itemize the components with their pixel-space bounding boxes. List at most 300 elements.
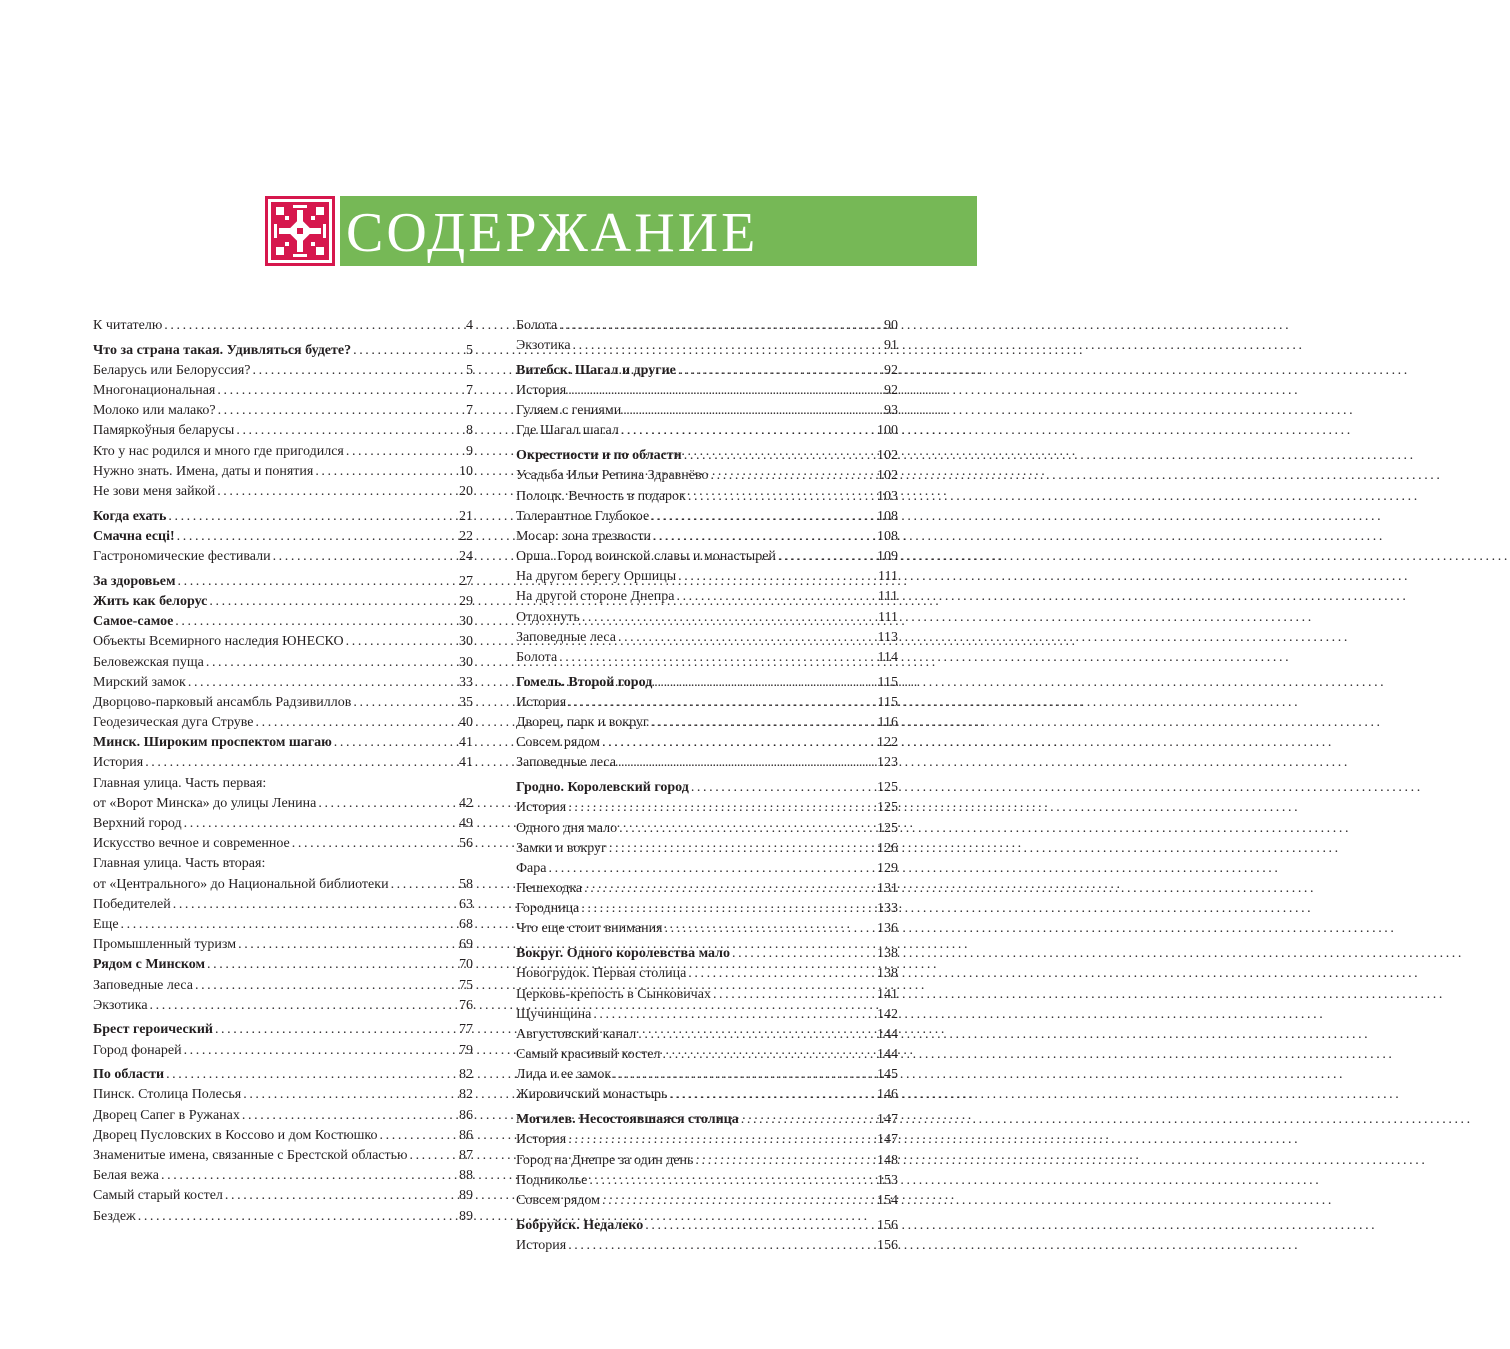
toc-page-number: 123 — [877, 755, 898, 771]
toc-page-number: 22 — [459, 528, 473, 544]
toc-entry-title: Болота — [516, 318, 558, 333]
toc-entry[interactable] — [516, 567, 898, 587]
toc-page-number: 70 — [459, 957, 473, 973]
toc-section-entry[interactable] — [93, 1065, 473, 1085]
dot-leader — [273, 547, 457, 567]
toc-entry-title: На другом берегу Оршицы — [516, 569, 677, 585]
toc-entry[interactable] — [516, 466, 898, 486]
toc-section-entry[interactable] — [93, 507, 473, 527]
toc-page-number: 138 — [877, 946, 898, 962]
toc-section-entry[interactable] — [516, 778, 898, 798]
toc-page-number: 4 — [466, 318, 473, 333]
toc-page-number: 30 — [459, 614, 473, 630]
dot-leader — [175, 612, 457, 632]
toc-page-number: 42 — [459, 795, 473, 811]
toc-page-number: 141 — [877, 986, 898, 1002]
toc-page-number: 129 — [877, 860, 898, 876]
dot-leader — [218, 401, 464, 421]
toc-entry[interactable] — [93, 1207, 473, 1227]
toc-page-number: 144 — [877, 1026, 898, 1042]
toc-page-number: 20 — [459, 484, 473, 499]
dot-leader — [676, 587, 876, 607]
toc-entry-title: Что еще стоит внимания — [516, 921, 663, 937]
toc-entry-title: Заповедные леса — [516, 629, 616, 645]
toc-entry[interactable] — [93, 814, 473, 834]
dot-leader — [173, 895, 457, 915]
toc-entry[interactable] — [93, 794, 473, 814]
dot-leader — [568, 1130, 875, 1150]
toc-page-number: 41 — [459, 735, 473, 751]
dot-leader — [678, 567, 876, 587]
toc-page-number: 125 — [877, 780, 898, 796]
toc-entry[interactable] — [516, 1085, 898, 1105]
toc-entry[interactable] — [516, 1045, 898, 1065]
dot-leader — [177, 527, 457, 547]
dot-leader — [688, 964, 875, 984]
toc-entry[interactable] — [93, 996, 473, 1016]
toc-entry-title: История — [516, 800, 567, 816]
dot-leader — [568, 381, 882, 401]
dot-leader — [568, 1236, 875, 1256]
toc-entry[interactable] — [516, 547, 898, 567]
toc-page-number: 92 — [884, 383, 898, 399]
toc-entry[interactable] — [516, 879, 898, 899]
toc-page-number: 69 — [459, 937, 473, 953]
toc-entry[interactable] — [516, 381, 898, 401]
toc-section-entry[interactable] — [93, 955, 473, 975]
toc-subheading: Главная улица. Часть первая: — [93, 775, 267, 791]
toc-page-number: 115 — [877, 694, 898, 710]
toc-entry-title: История — [93, 755, 144, 771]
toc-entry-title: Геодезическая дуга Струве — [93, 715, 254, 731]
dot-leader — [178, 572, 458, 592]
dot-leader — [164, 316, 464, 336]
toc-entry-title: Смачна есці! — [93, 528, 175, 544]
toc-entry[interactable] — [516, 919, 898, 939]
toc-entry-title: от «Центрального» до Национальной библиотеки — [93, 876, 389, 892]
toc-page-number: 136 — [877, 921, 898, 937]
toc-entry-title: Белая вежа — [93, 1168, 160, 1184]
toc-entry[interactable] — [516, 1151, 898, 1171]
toc-entry-title: Щучинщина — [516, 1006, 592, 1022]
toc-section-entry[interactable] — [516, 944, 898, 964]
toc-entry-title: Замки и вокруг — [516, 840, 607, 856]
toc-entry[interactable] — [516, 487, 898, 507]
toc-entry[interactable] — [93, 1106, 473, 1126]
toc-page-number: 86 — [459, 1107, 473, 1123]
toc-entry-title: Могилев. Несостоявшаяся столица — [516, 1112, 739, 1128]
toc-entry-title: Не зови меня зайкой — [93, 484, 216, 499]
toc-entry[interactable] — [93, 462, 473, 482]
toc-entry[interactable] — [516, 733, 898, 753]
dot-leader — [618, 628, 876, 648]
toc-entry-title: Что за страна такая. Удивляться будете? — [93, 342, 352, 358]
dot-leader — [409, 1146, 457, 1166]
dot-leader — [207, 955, 457, 975]
dot-leader — [582, 608, 876, 628]
toc-page-number: 153 — [877, 1172, 898, 1188]
toc-entry-title: Гуляем с гениями — [516, 403, 622, 419]
toc-entry[interactable] — [93, 653, 473, 673]
toc-entry[interactable] — [93, 1146, 473, 1166]
toc-page-number: 24 — [459, 549, 473, 565]
toc-entry-title: Многонациональная — [93, 383, 216, 399]
toc-entry[interactable] — [93, 935, 473, 955]
toc-entry[interactable] — [516, 1005, 898, 1025]
toc-page-number: 41 — [459, 755, 473, 771]
toc-page-number: 115 — [877, 674, 898, 690]
dot-leader — [678, 361, 882, 381]
toc-entry-title: По области — [93, 1067, 165, 1083]
dot-leader — [150, 996, 457, 1016]
toc-entry[interactable] — [516, 798, 898, 818]
toc-page-number: 9 — [466, 443, 473, 459]
dot-leader — [584, 879, 875, 899]
toc-section-entry[interactable] — [93, 527, 473, 547]
toc-entry[interactable] — [516, 1065, 898, 1085]
dot-leader — [209, 592, 457, 612]
dot-leader — [573, 336, 882, 356]
toc-page-number: 156 — [877, 1217, 898, 1233]
toc-page-number: 7 — [466, 383, 473, 399]
toc-entry-title: За здоровьем — [93, 573, 176, 589]
toc-entry-title: Совсем рядом — [516, 1192, 600, 1208]
toc-entry-title: Гомель. Второй город — [516, 674, 653, 690]
dot-leader — [663, 1045, 875, 1065]
toc-entry[interactable] — [93, 1126, 473, 1146]
toc-section-entry[interactable] — [516, 1216, 898, 1236]
dot-leader — [609, 839, 875, 859]
toc-entry[interactable] — [93, 401, 473, 421]
toc-entry[interactable] — [516, 839, 898, 859]
dot-leader — [593, 1005, 875, 1025]
toc-entry[interactable] — [516, 819, 898, 839]
dot-leader — [549, 859, 876, 879]
toc-entry-title: Витебск. Шагал и другие — [516, 362, 676, 378]
toc-entry[interactable] — [516, 648, 898, 668]
dot-leader — [778, 547, 875, 567]
dot-leader — [236, 421, 464, 441]
dot-leader — [217, 381, 464, 401]
toc-entry[interactable] — [93, 316, 473, 336]
toc-page-number: 56 — [459, 836, 473, 852]
dot-leader — [353, 341, 464, 361]
toc-entry-title: Совсем рядом — [516, 735, 600, 751]
dot-leader — [621, 421, 875, 441]
toc-entry[interactable] — [516, 587, 898, 607]
toc-entry[interactable] — [93, 713, 473, 733]
toc-entry[interactable] — [93, 915, 473, 935]
dot-leader — [145, 753, 457, 773]
toc-page-number: 87 — [459, 1148, 473, 1163]
dot-leader — [653, 527, 875, 547]
toc-entry[interactable] — [93, 421, 473, 441]
toc-page-number: 108 — [877, 508, 898, 524]
toc-entry-title: Беловежская пуща — [93, 654, 204, 670]
toc-entry-title: К читателю — [93, 318, 163, 333]
dot-leader — [613, 1065, 875, 1085]
dot-leader — [651, 713, 876, 733]
toc-entry[interactable] — [516, 753, 898, 773]
toc-entry-title: Город фонарей — [93, 1042, 182, 1058]
dot-leader — [184, 1041, 457, 1061]
toc-entry-title: Пешеходка — [516, 881, 583, 897]
toc-page-number: 147 — [877, 1132, 898, 1148]
toc-entry-title: Отдохнуть — [516, 609, 580, 625]
toc-page-number: 122 — [877, 735, 898, 751]
toc-page-number: 100 — [877, 423, 898, 439]
toc-entry-title: Орша. Город воинской славы и монастырей — [516, 549, 776, 565]
dot-leader — [695, 1151, 875, 1171]
toc-entry[interactable] — [93, 875, 473, 895]
toc-page-number: 68 — [459, 916, 473, 932]
dot-leader — [315, 462, 457, 482]
toc-entry[interactable] — [516, 421, 898, 441]
dot-leader — [217, 482, 457, 502]
toc-entry-title: Заповедные леса — [516, 755, 616, 771]
toc-entry[interactable] — [516, 1171, 898, 1191]
toc-entry-title: История — [516, 1132, 567, 1148]
toc-page-number: 144 — [877, 1047, 898, 1063]
toc-entry-title: История — [516, 694, 567, 710]
toc-entry-title: Бездеж — [93, 1208, 136, 1224]
toc-section-entry[interactable] — [516, 673, 898, 693]
toc-page-number: 86 — [459, 1127, 473, 1143]
toc-page-number: 5 — [466, 362, 473, 378]
toc-entry-title: Одного дня мало — [516, 820, 618, 836]
toc-entry-title: Экзотика — [93, 997, 148, 1013]
toc-page-number: 30 — [459, 634, 473, 650]
toc-entry[interactable] — [93, 753, 473, 773]
toc-entry[interactable] — [93, 1186, 473, 1206]
page-title: СОДЕРЖАНИЕ — [346, 202, 759, 264]
dot-leader — [669, 1085, 875, 1105]
toc-entry[interactable] — [93, 693, 473, 713]
dot-leader — [654, 673, 875, 693]
toc-entry[interactable] — [516, 608, 898, 628]
toc-entry[interactable] — [93, 547, 473, 567]
dot-leader — [161, 1166, 457, 1186]
dot-leader — [581, 899, 875, 919]
toc-page-number: 92 — [884, 362, 898, 378]
dot-leader — [225, 1186, 457, 1206]
dot-leader — [623, 401, 882, 421]
toc-entry-title: Искусство вечное и современное — [93, 836, 290, 852]
toc-entry[interactable] — [516, 985, 898, 1005]
toc-entry[interactable] — [516, 527, 898, 547]
toc-entry-title: Беларусь или Белоруссия? — [93, 362, 251, 378]
toc-page-number: 88 — [459, 1168, 473, 1184]
toc-page-number: 77 — [459, 1022, 473, 1038]
toc-entry[interactable] — [516, 628, 898, 648]
toc-entry-title: Новогрудок. Первая столица — [516, 966, 687, 982]
toc-entry[interactable] — [93, 673, 473, 693]
toc-page-number: 113 — [877, 629, 898, 645]
toc-section-entry[interactable] — [516, 1110, 898, 1130]
toc-page-number: 102 — [877, 448, 898, 464]
toc-page-number: 126 — [877, 840, 898, 856]
toc-entry[interactable] — [93, 482, 473, 502]
toc-entry-title: Рядом с Минском — [93, 957, 206, 973]
toc-entry[interactable] — [93, 381, 473, 401]
toc-entry-title: Подниколье — [516, 1172, 588, 1188]
dot-leader — [602, 733, 875, 753]
toc-section-entry[interactable] — [516, 361, 898, 381]
toc-section-entry[interactable] — [93, 341, 473, 361]
toc-page-number: 91 — [884, 338, 898, 354]
toc-entry-title: Самое-самое — [93, 614, 174, 630]
toc-entry-title: Кто у нас родился и много где пригодился — [93, 443, 344, 459]
toc-entry[interactable] — [93, 895, 473, 915]
toc-entry-title: Толерантное Глубокое — [516, 508, 650, 524]
dot-leader — [138, 1207, 457, 1227]
toc-entry-title: Еще — [93, 916, 119, 932]
toc-page-number: 148 — [877, 1152, 898, 1168]
toc-entry-title: На другой стороне Днепра — [516, 589, 675, 605]
toc-entry[interactable] — [516, 859, 898, 879]
toc-page-number: 75 — [459, 977, 473, 993]
toc-entry[interactable] — [516, 316, 898, 336]
toc-entry[interactable] — [93, 976, 473, 996]
toc-entry[interactable] — [93, 1041, 473, 1061]
toc-page-number: 10 — [459, 463, 473, 479]
toc-entry[interactable] — [516, 1236, 898, 1256]
toc-entry[interactable] — [93, 1085, 473, 1105]
toc-entry-title: Лида и ее замок — [516, 1067, 612, 1083]
toc-page-number: 40 — [459, 715, 473, 731]
toc-entry[interactable] — [93, 1166, 473, 1186]
dot-leader — [184, 814, 457, 834]
dot-leader — [559, 648, 875, 668]
toc-entry-title: Дворец, парк и вокруг — [516, 715, 649, 731]
toc-section-entry[interactable] — [93, 572, 473, 592]
toc-entry-title: Фара — [516, 860, 547, 876]
toc-entry-title: Жировичский монастырь — [516, 1087, 668, 1103]
dot-leader — [188, 673, 457, 693]
dot-leader — [568, 693, 875, 713]
toc-entry[interactable] — [516, 713, 898, 733]
dot-leader — [619, 819, 875, 839]
toc-entry-title: Церковь-крепость в Сынковичах — [516, 986, 711, 1002]
dot-leader — [215, 1020, 457, 1040]
toc-entry-title: Гродно. Королевский город — [516, 780, 689, 796]
toc-page-number: 133 — [877, 901, 898, 917]
toc-entry[interactable] — [516, 336, 898, 356]
toc-entry[interactable] — [516, 899, 898, 919]
toc-entry[interactable] — [516, 507, 898, 527]
toc-section-entry[interactable] — [93, 592, 473, 612]
belarusian-ornament-icon — [265, 196, 335, 266]
toc-entry-title: Памяркоўныя беларусы — [93, 423, 235, 439]
toc-page-number: 30 — [459, 654, 473, 670]
dot-leader — [256, 713, 457, 733]
toc-entry-title: Нужно знать. Имена, даты и понятия — [93, 463, 314, 479]
toc-entry-title: Гастрономические фестивали — [93, 549, 271, 565]
toc-page-number: 82 — [459, 1067, 473, 1083]
page-header — [265, 196, 977, 266]
toc-page-number: 116 — [877, 715, 898, 731]
toc-page-number: 27 — [459, 573, 473, 589]
toc-page-number: 145 — [877, 1067, 898, 1083]
toc-entry-title: Знаменитые имена, связанные с Брестской областью — [93, 1148, 408, 1163]
dot-leader — [166, 1065, 457, 1085]
toc-entry-title: История — [516, 1237, 567, 1253]
toc-entry-title: Дворцово-парковый ансамбль Радзивиллов — [93, 694, 352, 710]
toc-entry[interactable] — [516, 964, 898, 984]
dot-leader — [651, 507, 875, 527]
toc-section-entry[interactable] — [516, 446, 898, 466]
toc-page-number: 109 — [877, 549, 898, 565]
toc-page-number: 125 — [877, 820, 898, 836]
toc-page-number: 156 — [877, 1237, 898, 1253]
toc-page-number: 114 — [877, 650, 898, 665]
toc-entry-title: Когда ехать — [93, 508, 167, 524]
dot-leader — [121, 915, 457, 935]
toc-section-entry[interactable] — [93, 1020, 473, 1040]
toc-page-number: 89 — [459, 1188, 473, 1204]
dot-leader — [391, 875, 457, 895]
toc-entry[interactable] — [516, 401, 898, 421]
dot-leader — [238, 935, 457, 955]
toc-entry-title: Городница — [516, 901, 580, 917]
toc-page-number: 5 — [466, 342, 473, 358]
toc-entry[interactable] — [93, 834, 473, 854]
toc-column-right — [516, 316, 898, 1256]
dot-leader — [638, 1025, 875, 1045]
toc-entry[interactable] — [516, 693, 898, 713]
dot-leader — [713, 985, 875, 1005]
dot-leader — [665, 919, 876, 939]
toc-entry-title: от «Ворот Минска» до улицы Ленина — [93, 795, 317, 811]
toc-page-number: 147 — [877, 1112, 898, 1128]
dot-leader — [684, 446, 875, 466]
toc-section-entry[interactable] — [93, 612, 473, 632]
toc-entry[interactable] — [93, 632, 473, 652]
toc-section-entry[interactable] — [93, 733, 473, 753]
toc-entry[interactable] — [93, 361, 473, 381]
toc-page-number: 125 — [877, 800, 898, 816]
toc-entry-title: Жить как белорус — [93, 593, 208, 609]
dot-leader — [206, 653, 457, 673]
toc-entry-title: Верхний город — [93, 816, 182, 831]
toc-page-number: 33 — [459, 674, 473, 690]
toc-entry-title: Мосар: зона трезвости — [516, 528, 651, 544]
toc-page-number: 154 — [877, 1192, 898, 1208]
toc-page-number: 49 — [459, 816, 473, 831]
dot-leader — [168, 507, 457, 527]
toc-page-number: 63 — [459, 896, 473, 912]
toc-entry-title: Августовский канал — [516, 1026, 637, 1042]
dot-leader — [568, 798, 875, 818]
toc-page-number: 111 — [878, 609, 898, 625]
toc-page-number: 90 — [884, 318, 898, 333]
dot-leader — [252, 361, 464, 381]
toc-page-number: 146 — [877, 1087, 898, 1103]
toc-entry-title: История — [516, 383, 567, 399]
toc-page-number: 138 — [877, 966, 898, 982]
toc-entry[interactable] — [516, 1025, 898, 1045]
toc-entry-title: Брест героический — [93, 1022, 213, 1038]
toc-entry[interactable] — [516, 1130, 898, 1150]
toc-entry-title: Дворец Пусловских в Коссово и дом Костюшко — [93, 1127, 378, 1143]
toc-page-number: 142 — [877, 1006, 898, 1022]
toc-page-number: 111 — [878, 569, 898, 585]
dot-leader — [711, 466, 876, 486]
toc-entry-title: Где Шагал шагал — [516, 423, 619, 439]
toc-entry[interactable] — [516, 1191, 898, 1211]
toc-entry-title: Экзотика — [516, 338, 571, 354]
toc-entry[interactable] — [93, 442, 473, 462]
